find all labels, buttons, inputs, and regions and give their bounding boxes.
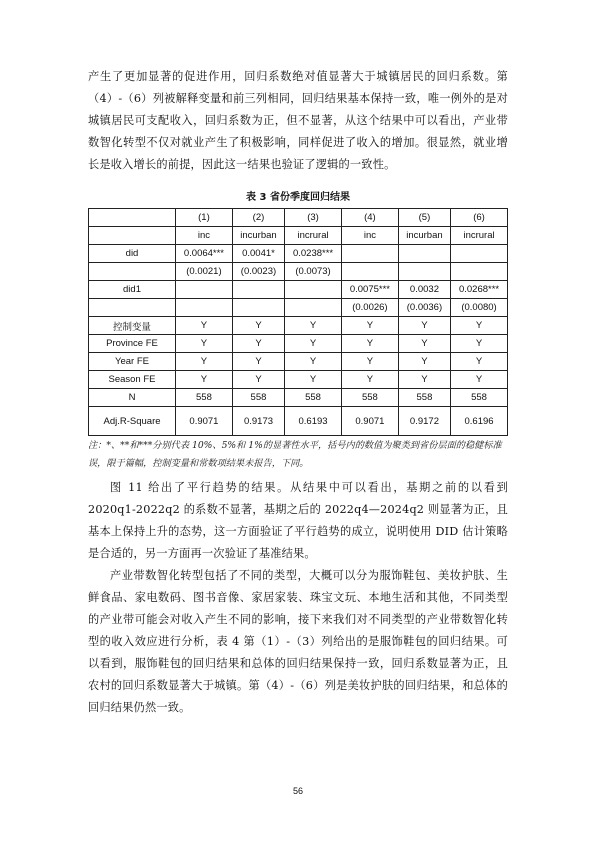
table-cell: 558 [285,389,342,407]
table-cell: 558 [451,389,508,407]
body-text-top [88,66,508,176]
table-cell: (0.0021) [176,263,233,281]
table-row [89,281,508,299]
column-number: (5) [398,209,450,227]
table-cell: 0.9071 [176,407,233,436]
table-note [88,437,508,473]
table-cell [398,245,450,263]
table-cell: 0.6196 [451,407,508,436]
table-cell: (0.0073) [285,263,342,281]
row-label [89,263,176,281]
column-variable: incurban [398,227,450,245]
table-cell [451,263,508,281]
table-cell: 0.9172 [398,407,450,436]
table-row [89,317,508,335]
table-cell: Y [341,353,398,371]
table-cell: Y [285,353,342,371]
paragraph: 产业带数智化转型包括了不同的类型，大概可以分为服饰鞋包、美妆护肤、生鲜食品、家电数码、图书音像、家居家装、珠宝文玩、本地生活和其他，不同类型的产业带可能会对收入产生不同的影响，接下来我们对不同类型的产业带数智化转型的收入效应进行分析，表 4 第（1）-（3）列给出的是服饰鞋包的回归结果。可以看到，服饰鞋包的回归结果和总体的回归结果保持一致，回归系数显著为正，且农村的回归系数显著大于城镇。第（4）-（6）列是美妆护肤的回归结果，和总体的回归结果仍然一致。 [88,569,508,714]
table-cell: 0.6193 [285,407,342,436]
table-cell [232,281,284,299]
table-cell: 0.0064*** [176,245,233,263]
table-cell: Y [398,371,450,389]
table-cell: 0.0041* [232,245,284,263]
column-number: (3) [285,209,342,227]
row-label: Season FE [89,371,176,389]
body-text-bottom [88,477,508,719]
table-cell [176,281,233,299]
row-label: 控制变量 [89,317,176,335]
table-cell: Y [232,371,284,389]
paragraph: 图 11 给出了平行趋势的结果。从结果中可以看出，基期之前的以看到 2020q1-2022q2 的系数不显著，基期之后的 2022q4—2024q2 则显著为正，且基本上保持上升的态势，这一方面验证了平行趋势的成立，说明使用 DID 估计策略是合适的，另一方面再一次验证了基准结果。 [88,481,508,560]
table-cell: (0.0026) [341,299,398,317]
table-header-row [89,209,508,227]
table-cell: Y [176,317,233,335]
table-row [89,335,508,353]
table-row [89,263,508,281]
table-caption: 表 3 省份季度回归结果 [246,192,350,203]
table-row [89,299,508,317]
table-cell: Y [232,317,284,335]
column-number: (2) [232,209,284,227]
table-cell: Y [341,317,398,335]
table-cell: Y [398,353,450,371]
table-cell: (0.0023) [232,263,284,281]
column-number: (4) [341,209,398,227]
table-cell: Y [341,335,398,353]
table-row [89,245,508,263]
table-cell: Y [285,317,342,335]
table-cell: Y [176,353,233,371]
table-cell: 558 [176,389,233,407]
table-cell: Y [285,335,342,353]
column-variable: incrural [451,227,508,245]
regression-table [88,208,508,436]
table-row [89,371,508,389]
table-cell [176,299,233,317]
table-cell: 558 [398,389,450,407]
row-label: did1 [89,281,176,299]
table-row [89,389,508,407]
table-cell: 0.0268*** [451,281,508,299]
paragraph: 产生了更加显著的促进作用，回归系数绝对值显著大于城镇居民的回归系数。第（4）-（6）列被解释变量和前三列相同，回归结果基本保持一致，唯一例外的是对城镇居民可支配收入，回归系数为正，但不显著，从这个结果中可以看出，产业带数智化转型不仅对就业产生了积极影响，同样促进了收入的增加。很显然，就业增长是收入增长的前提，因此这一结果也验证了逻辑的一致性。 [88,70,508,171]
table-cell: 0.0032 [398,281,450,299]
table-cell: Y [341,371,398,389]
table-cell: Y [285,371,342,389]
table-cell [285,281,342,299]
page-number: 56 [292,786,303,796]
table-header-row [89,227,508,245]
table-cell: Y [451,335,508,353]
table-cell: 0.9173 [232,407,284,436]
table-cell [89,209,176,227]
table-cell: (0.0080) [451,299,508,317]
table-cell: 0.0238*** [285,245,342,263]
table-row [89,407,508,436]
table-cell: 0.9071 [341,407,398,436]
table-cell: Y [232,353,284,371]
table-cell [232,299,284,317]
table-cell [451,245,508,263]
column-variable: incurban [232,227,284,245]
table-cell: 0.0075*** [341,281,398,299]
table-cell: Y [451,353,508,371]
table-cell: Y [232,335,284,353]
table-note-text: 注：*、**和***分别代表 10%、5%和 1%的显著性水平，括号内的数值为聚类到省份层面的稳健标准误，限于篇幅，控制变量和常数项结果未报告，下同。 [88,440,502,469]
table-cell: Y [398,317,450,335]
table-cell: 558 [232,389,284,407]
table-cell: 558 [341,389,398,407]
table-cell: Y [398,335,450,353]
table-cell [285,299,342,317]
column-number: (1) [176,209,233,227]
table-cell [398,263,450,281]
table-cell: Y [451,317,508,335]
row-label [89,299,176,317]
column-variable: inc [341,227,398,245]
row-label: N [89,389,176,407]
row-label: Year FE [89,353,176,371]
row-label: Province FE [89,335,176,353]
row-label: Adj.R-Square [89,407,176,436]
table-cell [341,263,398,281]
table-cell [89,227,176,245]
row-label: did [89,245,176,263]
column-variable: inc [176,227,233,245]
table-cell: Y [176,371,233,389]
table-cell: (0.0036) [398,299,450,317]
table-cell [341,245,398,263]
table-cell: Y [176,335,233,353]
table-cell: Y [451,371,508,389]
table-row [89,353,508,371]
column-number: (6) [451,209,508,227]
column-variable: incrural [285,227,342,245]
